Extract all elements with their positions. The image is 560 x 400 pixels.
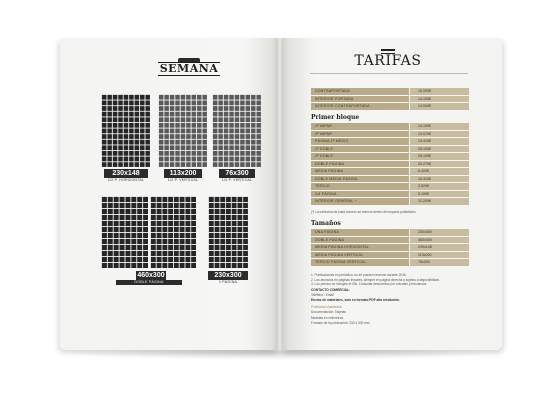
footnote-contact-title: CONTACTO COMERCIAL: bbox=[311, 288, 351, 292]
covers-price-table bbox=[311, 88, 469, 111]
footnote-2: 2. Los anuncios en páginas impares, siempre en página derecha y sujetos a disponibilidad. bbox=[311, 277, 440, 282]
module-grid bbox=[150, 196, 196, 268]
table-row bbox=[311, 103, 469, 111]
row-label: DOBLE PÁGINA bbox=[311, 161, 409, 168]
table-row bbox=[311, 198, 469, 206]
sizes-table bbox=[311, 229, 469, 267]
row-label: CONTRAPORTADA bbox=[311, 88, 409, 95]
row-value: 25.100€ bbox=[409, 153, 469, 160]
row-label: 1ª IMPAR bbox=[311, 123, 409, 130]
row-value: 230x148 bbox=[409, 244, 469, 251]
table-row bbox=[311, 146, 469, 154]
logo-text: SEMANA bbox=[159, 62, 219, 75]
row-value: 14.000€ bbox=[409, 103, 469, 110]
footnote-docs: Documentación: Tarjetas bbox=[311, 309, 347, 314]
row-label: INTERIOR GENERAL * bbox=[311, 198, 409, 205]
row-label: INTERIOR CONTRAPORTADA bbox=[311, 103, 409, 110]
row-label: PÁGINA 1ª MEDIO bbox=[311, 138, 409, 145]
row-value: 3.520€ bbox=[409, 183, 469, 190]
row-value: 20.270€ bbox=[409, 161, 469, 168]
row-value: 113x200 bbox=[409, 252, 469, 259]
section-title-primer-bloque: Primer bloque bbox=[311, 114, 360, 121]
table-row bbox=[311, 252, 469, 260]
table-row bbox=[311, 237, 469, 245]
footnote-1: 1. Publicaciones en periódico; no se pueden reservar durante 2016. bbox=[311, 273, 407, 277]
section-title-tamanos: Tamaños bbox=[311, 220, 341, 227]
table-row bbox=[311, 183, 469, 191]
module-caption: 1/3 P. VERTICAL bbox=[221, 178, 253, 182]
row-label: UNA PÁGINA bbox=[311, 229, 409, 236]
row-value: 16.310€ bbox=[409, 176, 469, 183]
row-label: 1/4 PÁGINA bbox=[311, 191, 409, 198]
module-size-label: 230x300 bbox=[208, 271, 248, 280]
row-label: 1ª DOBLE bbox=[311, 146, 409, 153]
left-page bbox=[60, 38, 278, 350]
module-caption: 1/2 P. HORIZONTAL bbox=[107, 178, 145, 182]
table-row bbox=[311, 161, 469, 169]
title-divider bbox=[310, 73, 468, 74]
footnote-materials: Envíos de materiales, solo en formato PDF alta resolución. bbox=[311, 298, 400, 302]
footnote-contact: Teléfono / Email bbox=[311, 292, 334, 297]
module-size-label: 460x300 bbox=[137, 272, 165, 279]
magazine-logo bbox=[159, 58, 219, 78]
module-size-label: 113x200 bbox=[164, 169, 202, 178]
table-row bbox=[311, 138, 469, 146]
module-caption: 1 PÁGINA bbox=[218, 280, 238, 284]
row-label: DOBLE PÁGINA bbox=[311, 237, 409, 244]
row-value: 13.410€ bbox=[409, 138, 469, 145]
table-row bbox=[311, 191, 469, 199]
row-value: 460x300 bbox=[409, 237, 469, 244]
row-value: 14.100€ bbox=[409, 123, 469, 130]
table-row bbox=[311, 168, 469, 176]
table-row bbox=[311, 244, 469, 252]
row-label: MEDIA PÁGINA bbox=[311, 168, 409, 175]
table-row bbox=[311, 123, 469, 131]
footnote-format: Formato de la publicación: 230 x 300 mm. bbox=[311, 320, 371, 325]
row-label: MEDIA PÁGINA VERTICAL bbox=[311, 252, 409, 259]
module-caption: 1/2 P. VERTICAL bbox=[167, 178, 199, 182]
row-label: 2ª DOBLE bbox=[311, 153, 409, 160]
row-label: INTERIOR PORTADA bbox=[311, 96, 409, 103]
module-grid bbox=[101, 196, 148, 268]
row-label: TERCIO PÁGINA VERTICAL bbox=[311, 259, 409, 266]
row-value: 6.400€ bbox=[409, 168, 469, 175]
row-value: 15.000€ bbox=[409, 88, 469, 95]
footnote-3: 3. Los precios no incluyen el IVA. Consultar descuentos por volumen y frecuencia. bbox=[311, 282, 427, 286]
row-value: 5.100€ bbox=[409, 191, 469, 198]
row-label: MEDIA PÁGINA HORIZONTAL bbox=[311, 244, 409, 251]
footnote-units: Medidas en milímetros. bbox=[311, 316, 344, 320]
row-value: 230x300 bbox=[409, 229, 469, 236]
row-value: 25.100€ bbox=[409, 146, 469, 153]
primer-bloque-note: (*) La cabecera de cada número se reserva dentro del espacio publicitario. bbox=[311, 210, 417, 214]
module-size-label: 76x300 bbox=[219, 169, 255, 178]
row-label: 2ª IMPAR bbox=[311, 131, 409, 138]
row-label: DOBLE MEDIA PÁGINA bbox=[311, 176, 409, 183]
table-row bbox=[311, 131, 469, 139]
module-grid bbox=[101, 94, 150, 167]
table-row bbox=[311, 259, 469, 267]
row-value: 14.100€ bbox=[409, 96, 469, 103]
row-label: TERCIO bbox=[311, 183, 409, 190]
table-row bbox=[311, 96, 469, 104]
module-grid bbox=[158, 94, 207, 167]
module-caption: DOBLE PÁGINA bbox=[116, 280, 182, 285]
module-grid bbox=[208, 196, 248, 268]
table-row bbox=[311, 176, 469, 184]
table-row bbox=[311, 229, 469, 237]
row-value: 12.200€ bbox=[409, 198, 469, 205]
page-title: TARIFAS bbox=[354, 53, 422, 69]
module-grid bbox=[212, 94, 261, 167]
table-row bbox=[311, 88, 469, 96]
module-size-label: 230x148 bbox=[104, 169, 148, 178]
row-value: 13.070€ bbox=[409, 131, 469, 138]
primer-bloque-price-table bbox=[311, 123, 469, 206]
footnote-classified: Publicidad clasificada bbox=[311, 305, 342, 309]
table-row bbox=[311, 153, 469, 161]
row-value: 76x300 bbox=[409, 259, 469, 266]
